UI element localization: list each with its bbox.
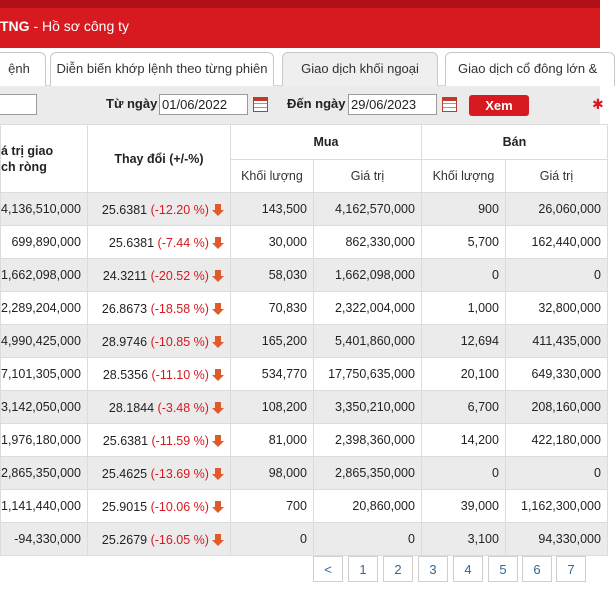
- arrow-down-icon: [212, 204, 224, 216]
- page-button[interactable]: 2: [383, 556, 413, 582]
- buy-value-cell: 2,322,004,000: [313, 292, 421, 325]
- change-cell: [87, 523, 230, 556]
- arrow-down-icon: [212, 303, 224, 315]
- change-cell: [87, 259, 230, 292]
- table-row: [1, 292, 608, 325]
- page-button[interactable]: 1: [348, 556, 378, 582]
- price-value: 24.3211: [102, 268, 148, 283]
- sell-volume-cell: 5,700: [421, 226, 505, 259]
- buy-value-cell: 2,865,350,000: [313, 457, 421, 490]
- from-date-label: Từ ngày: [106, 96, 158, 111]
- price-value: 25.6381: [102, 433, 149, 448]
- arrow-down-icon: [212, 534, 224, 546]
- arrow-down-icon: [212, 237, 224, 249]
- sell-volume-cell: 0: [421, 259, 505, 292]
- sell-volume-cell: 39,000: [421, 490, 505, 523]
- buy-value-cell: 17,750,635,000: [313, 358, 421, 391]
- buy-value-cell: 2,398,360,000: [313, 424, 421, 457]
- price-value: 28.1844: [108, 400, 155, 415]
- col-group-buy: Mua: [230, 125, 421, 160]
- change-percent: (-7.44 %): [157, 235, 209, 250]
- to-date-input[interactable]: 29/06/2023: [348, 94, 437, 115]
- buy-value-cell: 20,860,000: [313, 490, 421, 523]
- table-row: [1, 523, 608, 556]
- company-header: [0, 0, 600, 48]
- sell-value-cell: 94,330,000: [505, 523, 607, 556]
- prev-page-button[interactable]: <: [313, 556, 343, 582]
- buy-volume-cell: 98,000: [230, 457, 313, 490]
- sell-volume-cell: 1,000: [421, 292, 505, 325]
- page-button[interactable]: 3: [418, 556, 448, 582]
- net-value-cell: 1,141,440,000: [1, 490, 88, 523]
- table-row: [1, 358, 608, 391]
- header-title-text: Hồ sơ công ty: [42, 18, 130, 34]
- change-cell: [87, 292, 230, 325]
- tab-order-history[interactable]: ệnh: [0, 52, 46, 86]
- buy-volume-cell: 700: [230, 490, 313, 523]
- asterisk-icon: ✱: [592, 96, 604, 112]
- change-percent: (-10.06 %): [150, 499, 209, 514]
- net-value-cell: -94,330,000: [1, 523, 88, 556]
- buy-volume-cell: 534,770: [230, 358, 313, 391]
- ticker-input[interactable]: [0, 94, 37, 115]
- table-row: [1, 259, 608, 292]
- net-value-cell: 1,662,098,000: [1, 259, 88, 292]
- change-percent: (-16.05 %): [150, 532, 209, 547]
- buy-volume-cell: 81,000: [230, 424, 313, 457]
- col-sell-volume: Khối lượng: [421, 160, 505, 193]
- buy-volume-cell: 108,200: [230, 391, 313, 424]
- buy-value-cell: 5,401,860,000: [313, 325, 421, 358]
- change-percent: (-11.59 %): [151, 433, 209, 448]
- buy-volume-cell: 70,830: [230, 292, 313, 325]
- tab-major-shareholders[interactable]: Giao dịch cổ đông lớn &: [445, 52, 615, 86]
- price-value: 25.9015: [101, 499, 148, 514]
- price-value: 25.6381: [108, 235, 155, 250]
- col-change: Thay đổi (+/-%): [87, 125, 230, 193]
- change-percent: (-20.52 %): [150, 268, 209, 283]
- net-value-cell: 7,101,305,000: [1, 358, 88, 391]
- net-value-cell: 3,142,050,000: [1, 391, 88, 424]
- tab-bar: [0, 48, 600, 86]
- ticker-code: TNG: [0, 18, 30, 34]
- change-cell: [87, 325, 230, 358]
- net-value-cell: 4,990,425,000: [1, 325, 88, 358]
- table-row: [1, 424, 608, 457]
- price-value: 28.9746: [101, 334, 148, 349]
- page-button[interactable]: 7: [556, 556, 586, 582]
- col-sell-value: Giá trị: [505, 160, 607, 193]
- table-row: [1, 457, 608, 490]
- price-value: 28.5356: [102, 367, 149, 382]
- col-buy-value: Giá trị: [313, 160, 421, 193]
- change-percent: (-18.58 %): [150, 301, 209, 316]
- col-net-value: á trị giao ch ròng: [1, 125, 88, 193]
- change-percent: (-10.85 %): [150, 334, 209, 349]
- buy-volume-cell: 58,030: [230, 259, 313, 292]
- net-value-cell: 2,865,350,000: [1, 457, 88, 490]
- tab-session-matching[interactable]: Diễn biến khớp lệnh theo từng phiên: [50, 52, 274, 86]
- arrow-down-icon: [212, 402, 224, 414]
- sell-value-cell: 162,440,000: [505, 226, 607, 259]
- net-value-cell: 1,976,180,000: [1, 424, 88, 457]
- table-row: [1, 490, 608, 523]
- sell-volume-cell: 3,100: [421, 523, 505, 556]
- sell-value-cell: 411,435,000: [505, 325, 607, 358]
- change-cell: [87, 358, 230, 391]
- sell-value-cell: 208,160,000: [505, 391, 607, 424]
- sell-value-cell: 0: [505, 457, 607, 490]
- sell-value-cell: 32,800,000: [505, 292, 607, 325]
- sell-volume-cell: 14,200: [421, 424, 505, 457]
- page-button[interactable]: 6: [522, 556, 552, 582]
- sell-value-cell: 1,162,300,000: [505, 490, 607, 523]
- change-percent: (-13.69 %): [150, 466, 209, 481]
- arrow-down-icon: [212, 501, 224, 513]
- view-button[interactable]: Xem: [469, 95, 529, 116]
- price-value: 25.6381: [101, 202, 148, 217]
- table-row: [1, 193, 608, 226]
- col-buy-volume: Khối lượng: [230, 160, 313, 193]
- page-button[interactable]: 5: [488, 556, 518, 582]
- net-value-cell: 4,136,510,000: [1, 193, 88, 226]
- change-cell: [87, 457, 230, 490]
- sell-value-cell: 26,060,000: [505, 193, 607, 226]
- sell-value-cell: 0: [505, 259, 607, 292]
- arrow-down-icon: [212, 336, 224, 348]
- change-cell: [87, 424, 230, 457]
- change-cell: [87, 226, 230, 259]
- foreign-trading-table: [0, 124, 608, 556]
- buy-value-cell: 0: [313, 523, 421, 556]
- buy-volume-cell: 30,000: [230, 226, 313, 259]
- tab-foreign-trading[interactable]: Giao dịch khối ngoại: [282, 52, 438, 86]
- buy-volume-cell: 143,500: [230, 193, 313, 226]
- price-value: 25.2679: [101, 532, 148, 547]
- change-percent: (-11.10 %): [151, 367, 209, 382]
- table-row: [1, 391, 608, 424]
- to-date-label: Đến ngày: [287, 96, 346, 111]
- change-percent: (-3.48 %): [157, 400, 209, 415]
- page-button[interactable]: 4: [453, 556, 483, 582]
- buy-volume-cell: 165,200: [230, 325, 313, 358]
- change-cell: [87, 391, 230, 424]
- sell-volume-cell: 12,694: [421, 325, 505, 358]
- net-value-cell: 2,289,204,000: [1, 292, 88, 325]
- arrow-down-icon: [212, 468, 224, 480]
- arrow-down-icon: [212, 270, 224, 282]
- sell-volume-cell: 6,700: [421, 391, 505, 424]
- buy-value-cell: 862,330,000: [313, 226, 421, 259]
- sell-volume-cell: 0: [421, 457, 505, 490]
- change-cell: [87, 193, 230, 226]
- buy-value-cell: 3,350,210,000: [313, 391, 421, 424]
- header-title: TNG - Hồ sơ công ty: [0, 18, 130, 34]
- buy-value-cell: 4,162,570,000: [313, 193, 421, 226]
- change-cell: [87, 490, 230, 523]
- net-value-cell: 699,890,000: [1, 226, 88, 259]
- sell-value-cell: 422,180,000: [505, 424, 607, 457]
- sell-value-cell: 649,330,000: [505, 358, 607, 391]
- sell-volume-cell: 20,100: [421, 358, 505, 391]
- sell-volume-cell: 900: [421, 193, 505, 226]
- col-group-sell: Bán: [421, 125, 607, 160]
- price-value: 25.4625: [101, 466, 148, 481]
- table-row: [1, 325, 608, 358]
- from-date-input[interactable]: 01/06/2022: [159, 94, 248, 115]
- buy-volume-cell: 0: [230, 523, 313, 556]
- change-percent: (-12.20 %): [150, 202, 209, 217]
- calendar-icon[interactable]: [442, 97, 457, 112]
- table-row: [1, 226, 608, 259]
- price-value: 26.8673: [101, 301, 148, 316]
- buy-value-cell: 1,662,098,000: [313, 259, 421, 292]
- calendar-icon[interactable]: [253, 97, 268, 112]
- arrow-down-icon: [212, 435, 224, 447]
- arrow-down-icon: [212, 369, 224, 381]
